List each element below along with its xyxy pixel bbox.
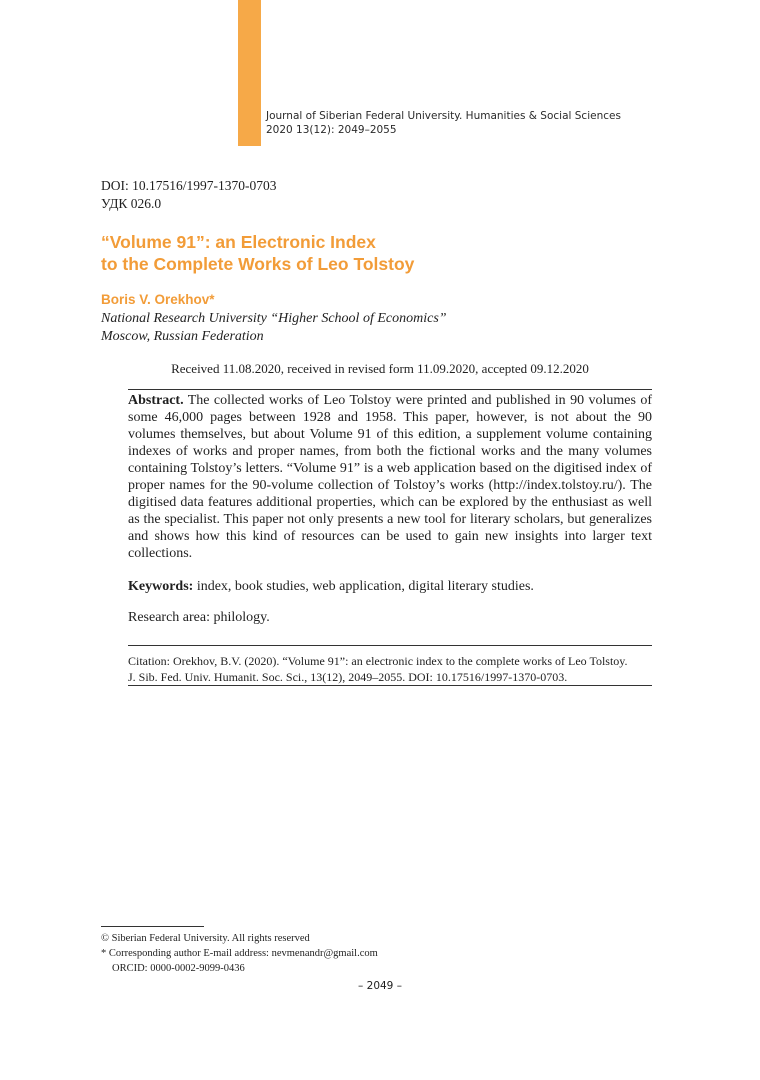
title-line-1: “Volume 91”: an Electronic Index xyxy=(101,232,376,252)
keywords-label: Keywords: xyxy=(128,579,194,594)
article-title xyxy=(101,231,414,275)
abstract-text: The collected works of Leo Tolstoy were printed and published in 90 volumes of some 46,000 pages between 1928 and 1958. This paper, however, is not about the 90 volumes themselves, but about Volume 91 of this edition, a supplement volume containing indexes of works and proper names, from both the fictional works and the many volumes containing Tolstoy’s letters. “Volume 91” is a web application based on the digitised index of proper names for the 90-volume collection of Tolstoy’s works (http://index.tolstoy.ru/). The digitised data features additional properties, which can be explored by the enthusiast as well as the specialist. This paper not only presents a new tool for literary scholars, but generalizes and shows how this kind of resources can be used to gain new insights into larger text collections. xyxy=(128,393,652,561)
citation-bottom-rule xyxy=(128,685,652,686)
abstract xyxy=(128,392,652,562)
corresponding-author-note: * Corresponding author E-mail address: nevmenandr@gmail.com xyxy=(101,948,378,959)
udk: УДК 026.0 xyxy=(101,196,162,211)
abstract-top-rule xyxy=(128,389,652,390)
page-number: – 2049 – xyxy=(358,980,402,992)
author-affiliation xyxy=(101,310,447,346)
journal-name: Journal of Siberian Federal University. Humanities & Social Sciences xyxy=(266,110,621,122)
footnotes xyxy=(101,931,378,976)
journal-accent-bar xyxy=(238,0,261,146)
abstract-label: Abstract. xyxy=(128,393,184,408)
journal-issue: 2020 13(12): 2049–2055 xyxy=(266,123,397,136)
citation xyxy=(128,653,652,685)
author-name: Boris V. Orekhov* xyxy=(101,292,215,307)
footnote-rule xyxy=(101,926,204,927)
citation-line-1: Citation: Orekhov, B.V. (2020). “Volume 91”: an electronic index to the complete works of Leo Tolstoy. xyxy=(128,654,628,668)
research-area: Research area: philology. xyxy=(128,610,270,625)
citation-line-2: J. Sib. Fed. Univ. Humanit. Soc. Sci., 13(12), 2049–2055. DOI: 10.17516/1997-1370-0703. xyxy=(128,670,568,684)
orcid-note: ORCID: 0000-0002-9099-0436 xyxy=(112,963,245,974)
article-identifiers xyxy=(101,177,277,213)
journal-header xyxy=(266,110,621,137)
affiliation-institution: National Research University “Higher School of Economics” xyxy=(101,311,447,326)
received-dates: Received 11.08.2020, received in revised form 11.09.2020, accepted 09.12.2020 xyxy=(171,361,589,376)
doi: DOI: 10.17516/1997-1370-0703 xyxy=(101,178,277,193)
copyright-note: © Siberian Federal University. All rights reserved xyxy=(101,933,310,944)
citation-top-rule xyxy=(128,645,652,646)
keywords-text: index, book studies, web application, digital literary studies. xyxy=(193,579,534,594)
keywords xyxy=(128,578,652,595)
title-line-2: to the Complete Works of Leo Tolstoy xyxy=(101,254,415,274)
affiliation-location: Moscow, Russian Federation xyxy=(101,329,264,344)
